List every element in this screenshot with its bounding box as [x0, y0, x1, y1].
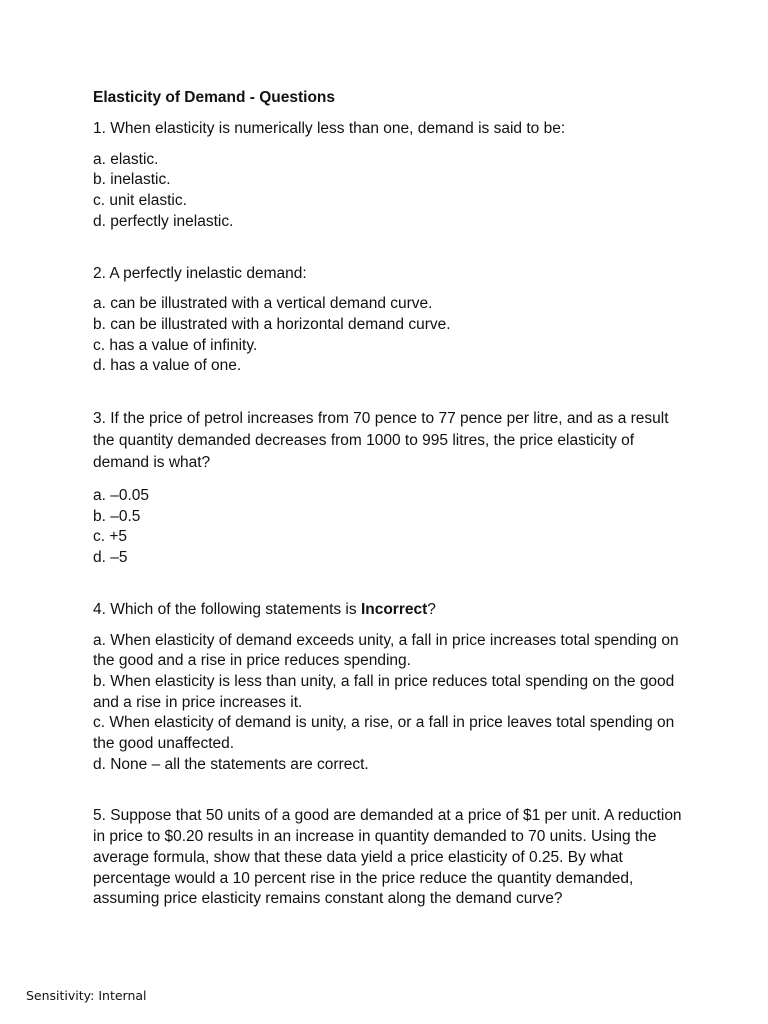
- sensitivity-label: Sensitivity: Internal: [26, 988, 147, 1003]
- option-a: a. can be illustrated with a vertical demand curve.: [93, 295, 433, 313]
- option-d: d. perfectly inelastic.: [93, 212, 234, 230]
- option-b: b. When elasticity is less than unity, a fall in price reduces total spending on the good and a rise in price increases it.: [93, 672, 675, 711]
- option-d: d. has a value of one.: [93, 357, 242, 375]
- question-text: 1. When elasticity is numerically less than one, demand is said to be:: [93, 120, 566, 137]
- question-5: [93, 806, 693, 910]
- question-text-lead: 4. Which of the following statements is: [93, 600, 361, 618]
- option-c: c. When elasticity of demand is unity, a rise, or a fall in price leaves total spending on the good unaffected.: [93, 714, 675, 753]
- option-b: b. can be illustrated with a horizontal demand curve.: [93, 315, 451, 333]
- option-a: a. When elasticity of demand exceeds unity, a fall in price increases total spending on the good and a rise in price reduces spending.: [93, 631, 679, 670]
- option-c: c. unit elastic.: [93, 192, 187, 210]
- option-b: b. inelastic.: [93, 171, 171, 189]
- question-text: [93, 600, 693, 621]
- question-3: [93, 408, 693, 569]
- question-text: 3. If the price of petrol increases from 70 pence to 77 pence per litre, and as a result the quantity demanded decreases from 1000 to 995 litres, the price elasticity of demand is what?: [93, 410, 669, 472]
- question-text-emphasis: Incorrect: [360, 600, 428, 618]
- option-c: c. has a value of infinity.: [93, 336, 258, 354]
- question-text: 2. A perfectly inelastic demand:: [93, 264, 307, 282]
- option-d: d. None – all the statements are correct.: [93, 755, 369, 773]
- question-2: [93, 264, 693, 378]
- question-text-end: ?: [427, 600, 436, 618]
- question-1: [93, 119, 693, 233]
- option-b: b. –0.5: [93, 507, 141, 525]
- document-title: Elasticity of Demand - Questions: [93, 89, 336, 106]
- option-d: d. –5: [93, 549, 128, 567]
- option-a: a. elastic.: [93, 150, 159, 168]
- option-a: a. –0.05: [93, 487, 150, 505]
- question-4: [93, 600, 693, 776]
- option-c: c. +5: [93, 528, 128, 546]
- document-page: [93, 88, 693, 941]
- question-text: 5. Suppose that 50 units of a good are demanded at a price of $1 per unit. A reduction in price to $0.20 results in an increase in quantity demanded to 70 units. Using the average formula, show that these data yield a price elasticity of 0.25. By what percentage would a 10 percent rise in the price reduce the quantity demanded, assuming price elasticity remains constant along the demand curve?: [93, 807, 682, 908]
